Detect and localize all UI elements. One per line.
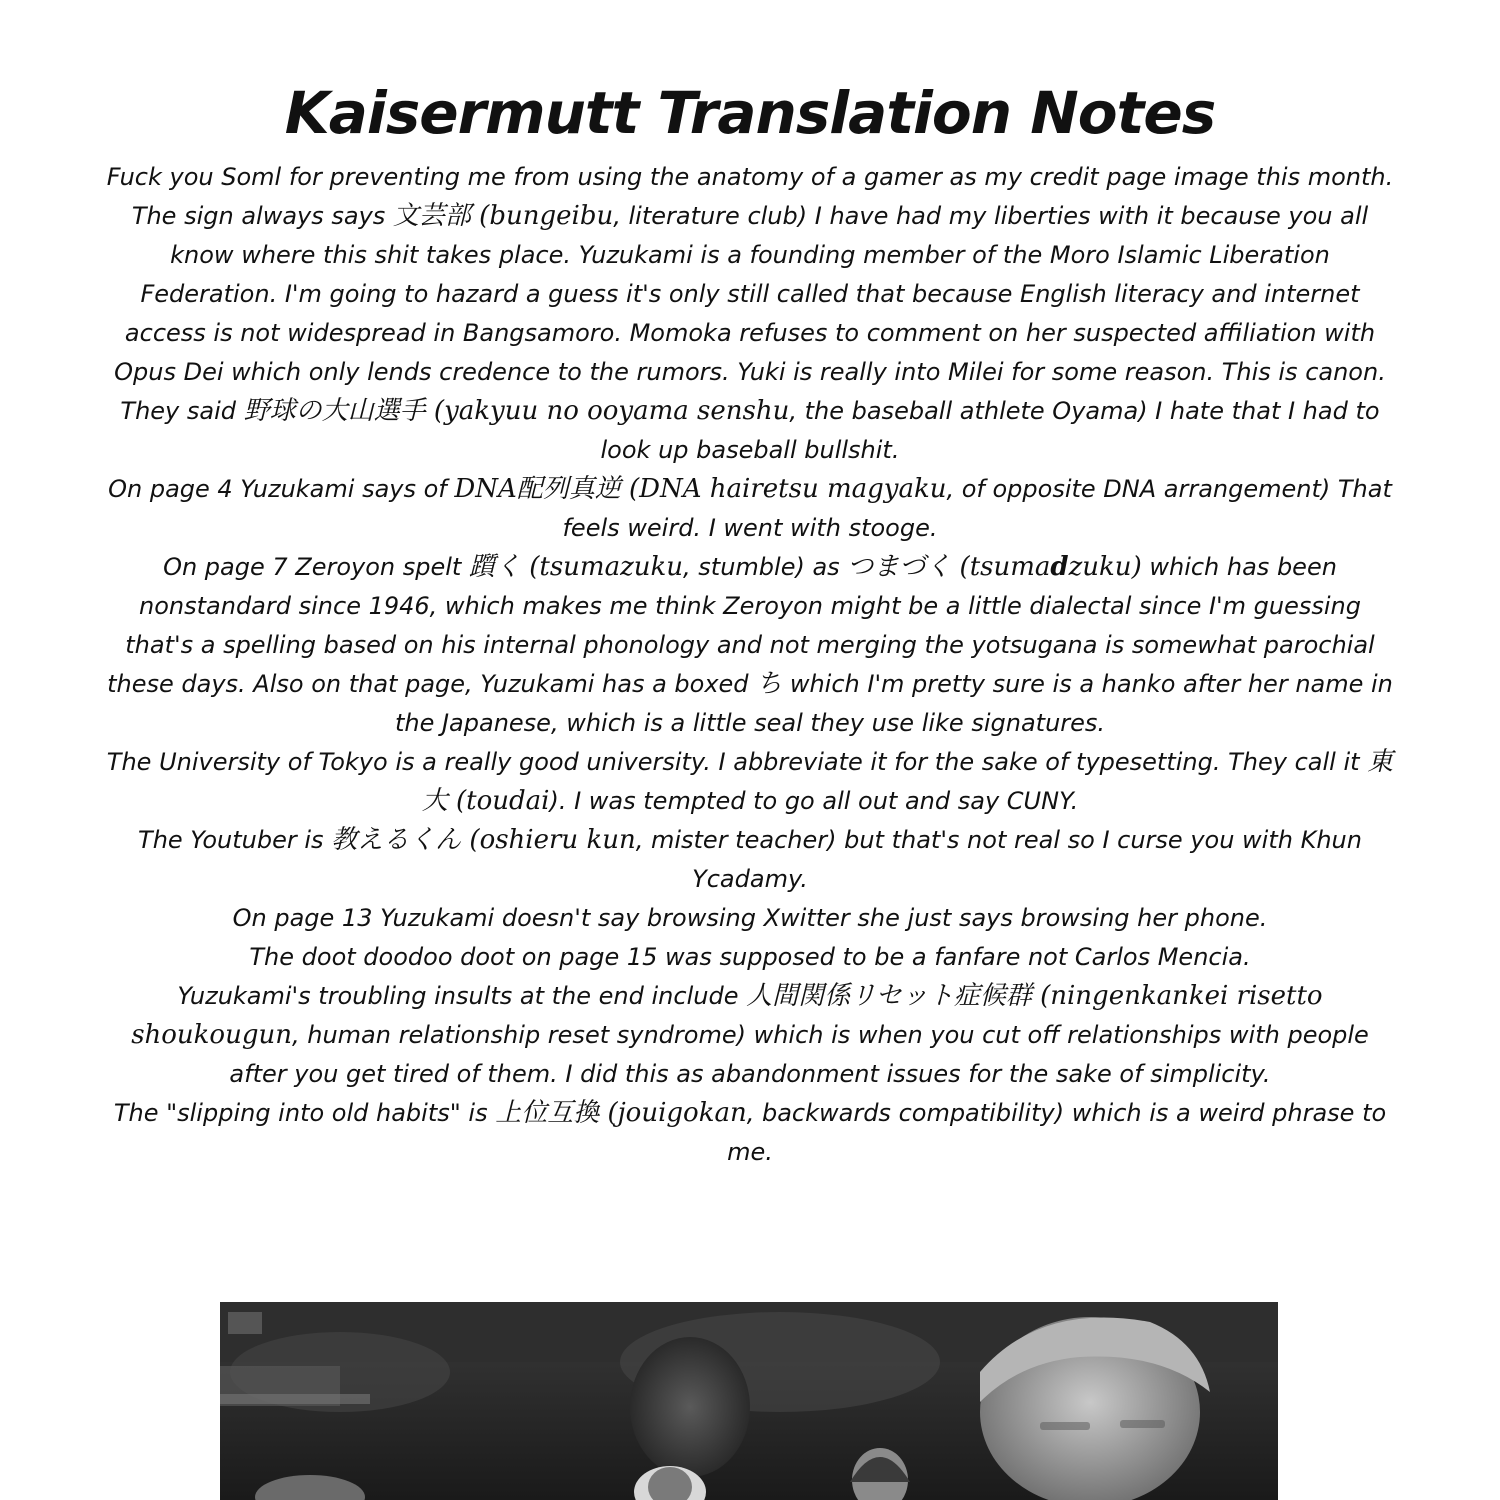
page-title: Kaisermutt Translation Notes: [284, 79, 1216, 147]
note-segment: toudai: [466, 786, 550, 816]
note-segment: 躓く (: [468, 552, 540, 582]
note-segment: Fuck you Soml for preventing me from using the anatomy of a gamer as my credit page image this month.: [106, 163, 1394, 191]
note-segment: , the baseball athlete Oyama) I hate that I had to look up baseball bullshit.: [600, 397, 1380, 464]
note-segment: , stumble) as: [683, 553, 848, 581]
note-segment: 教えるくん (: [331, 825, 480, 855]
note-sign: [105, 197, 1395, 392]
note-segment: The doot doodoo doot on page 15 was supposed to be a fanfare not Carlos Mencia.: [249, 943, 1251, 971]
note-segment: bungeibu: [489, 201, 614, 231]
note-segment: DNA配列真逆 (: [454, 474, 640, 504]
note-segment: Yuzukami's troubling insults at the end include: [177, 982, 747, 1010]
note-xwitter: [105, 899, 1395, 938]
note-habits: [105, 1094, 1395, 1172]
note-baseball: [105, 392, 1395, 470]
note-segment: which has been nonstandard since 1946, which makes me think Zeroyon might be a little dialectal since I'm guessing that's a spelling based on his internal phonology and not merging the yotsugana is somewhat parochial these days. Also on that page, Yuzukami has a boxed: [107, 553, 1375, 698]
note-segment: 人間関係リセット症候群 (: [746, 981, 1051, 1011]
note-segment: They said: [120, 397, 244, 425]
note-dna: [105, 470, 1395, 548]
note-segment: , human relationship reset syndrome) which is when you cut off relationships with people after you get tired of them. I did this as abandonment issues for the sake of simplicity.: [229, 1021, 1369, 1088]
note-segment: The Youtuber is: [138, 826, 332, 854]
note-segment: The sign always says: [131, 202, 393, 230]
note-segment: zuku: [1068, 552, 1132, 582]
note-youtuber: [105, 821, 1395, 899]
note-segment: 文芸部 (: [392, 201, 490, 231]
note-segment: 上位互換 (: [495, 1098, 618, 1128]
note-segment: On page 13 Yuzukami doesn't say browsing Xwitter she just says browsing her phone.: [232, 904, 1268, 932]
note-segment: つまづく (: [847, 552, 970, 582]
note-segment: On page 7 Zeroyon spelt: [163, 553, 469, 581]
photo-illustration: [220, 1302, 1278, 1500]
note-segment: tsuma: [969, 552, 1051, 582]
note-segment: yakyuu no ooyama senshu: [444, 396, 790, 426]
note-tsumazuku: [105, 548, 1395, 743]
note-segment: ). I was tempted to go all out and say CUNY.: [549, 787, 1079, 815]
note-segment: which I'm pretty sure is a hanko after her name in the Japanese, which is a little seal they use like signatures.: [394, 670, 1393, 737]
note-segment: 東大 (: [421, 747, 1394, 816]
note-segment: , mister teacher) but that's not real so I curse you with Khun Ycadamy.: [635, 826, 1362, 893]
note-segment: On page 4 Yuzukami says of: [108, 475, 455, 503]
note-segment: ち: [756, 669, 783, 699]
note-segment: tsumazuku: [539, 552, 684, 582]
note-segment: ): [1131, 552, 1142, 582]
note-credit: [105, 158, 1395, 197]
note-segment: DNA hairetsu magyaku: [639, 474, 947, 504]
note-todai: [105, 743, 1395, 821]
note-segment: , literature club) I have had my liberties with it because you all know where this shit takes place. Yuzukami is a founding member of the Moro Islamic Liberation Federation. I'm going to hazard a guess it's only still called that because English literacy and internet access is not widespread in Bangsamoro. Momoka refuses to comment on her suspected affiliation with Opus Dei which only lends credence to the rumors. Yuki is really into Milei for some reason. This is canon.: [114, 202, 1386, 386]
credit-page-photo: [220, 1302, 1278, 1500]
note-insults: [105, 977, 1395, 1094]
notes-body: [105, 158, 1395, 1172]
note-segment: oshieru kun: [479, 825, 636, 855]
note-segment: jouigokan: [617, 1098, 747, 1128]
note-segment: ningenkankei risetto shoukougun: [131, 981, 1323, 1050]
note-segment: The University of Tokyo is a really good university. I abbreviate it for the sake of typesetting. They call it: [106, 748, 1368, 776]
note-doot: [105, 938, 1395, 977]
note-segment: , backwards compatibility) which is a weird phrase to me.: [727, 1099, 1387, 1166]
note-segment: 野球の大山選手 (: [243, 396, 445, 426]
note-segment: d: [1050, 552, 1069, 582]
note-segment: The "slipping into old habits" is: [113, 1099, 496, 1127]
note-segment: , of opposite DNA arrangement) That feels weird. I went with stooge.: [562, 475, 1392, 542]
